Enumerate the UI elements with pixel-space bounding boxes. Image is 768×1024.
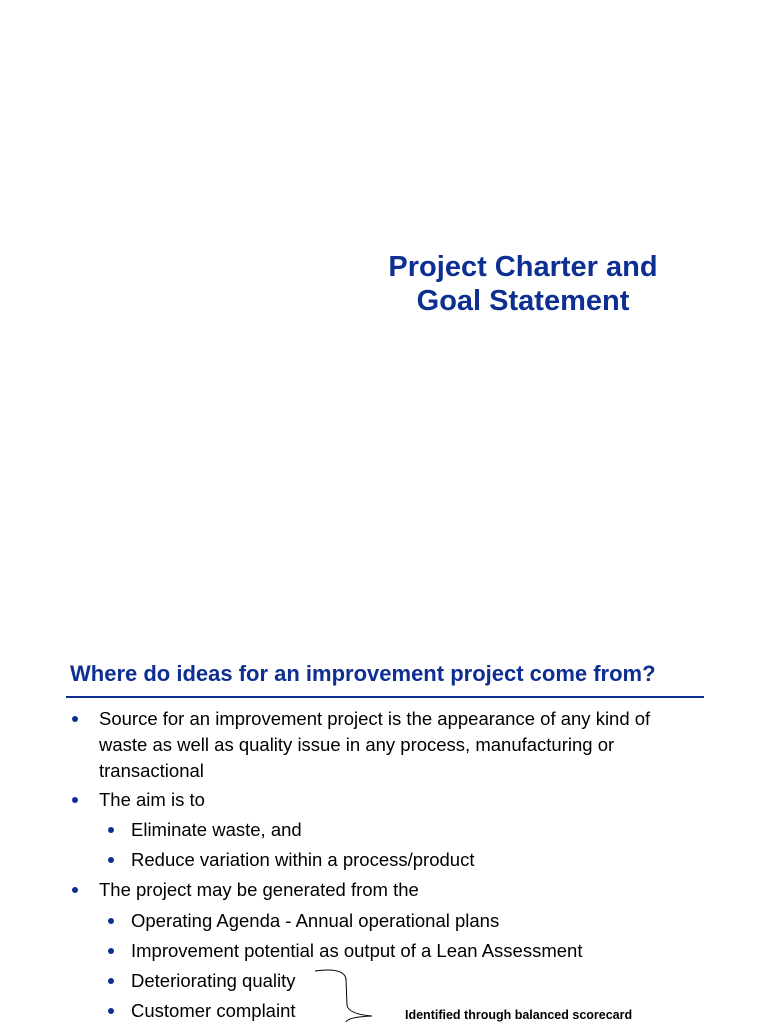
list-item-text: Source for an improvement project is the appearance of any kind of waste as well as quality issue in any process, manufacturing or transactional [99, 708, 651, 781]
bullet-dot-icon [108, 857, 114, 863]
list-item [131, 908, 691, 934]
section-heading: Where do ideas for an improvement project come from? [70, 661, 656, 686]
list-item [131, 847, 691, 873]
slide-title [330, 250, 716, 318]
slide-title-line-2: Goal Statement [416, 285, 630, 317]
bullet-dot-icon [108, 978, 114, 984]
list-item [99, 706, 699, 784]
bullet-dot-icon [72, 716, 78, 722]
annotation-label: Identified through balanced scorecard [405, 1008, 633, 1022]
bullet-dot-icon [108, 918, 114, 924]
list-item [131, 938, 691, 964]
bullet-dot-icon [108, 827, 114, 833]
list-item [99, 877, 699, 903]
list-item-text: Deteriorating quality [131, 970, 296, 991]
slide-title-line-1: Project Charter and [388, 251, 658, 283]
bullet-dot-icon [108, 948, 114, 954]
list-item [99, 787, 699, 813]
list-item-text: Reduce variation within a process/product [131, 849, 475, 870]
bullet-dot-icon [108, 1008, 114, 1014]
list-item [131, 968, 691, 994]
list-item-text: Eliminate waste, and [131, 819, 302, 840]
list-item-text: The aim is to [99, 789, 205, 810]
list-item-text: Customer complaint [131, 1000, 296, 1021]
bullet-dot-icon [72, 887, 78, 893]
heading-divider [66, 696, 704, 698]
bullet-dot-icon [72, 797, 78, 803]
list-item-text: The project may be generated from the [99, 879, 419, 900]
curly-brace-icon [310, 965, 380, 1024]
list-item-text: Improvement potential as output of a Lean Assessment [131, 940, 583, 961]
list-item-text: Operating Agenda - Annual operational plans [131, 910, 500, 931]
list-item [131, 817, 691, 843]
